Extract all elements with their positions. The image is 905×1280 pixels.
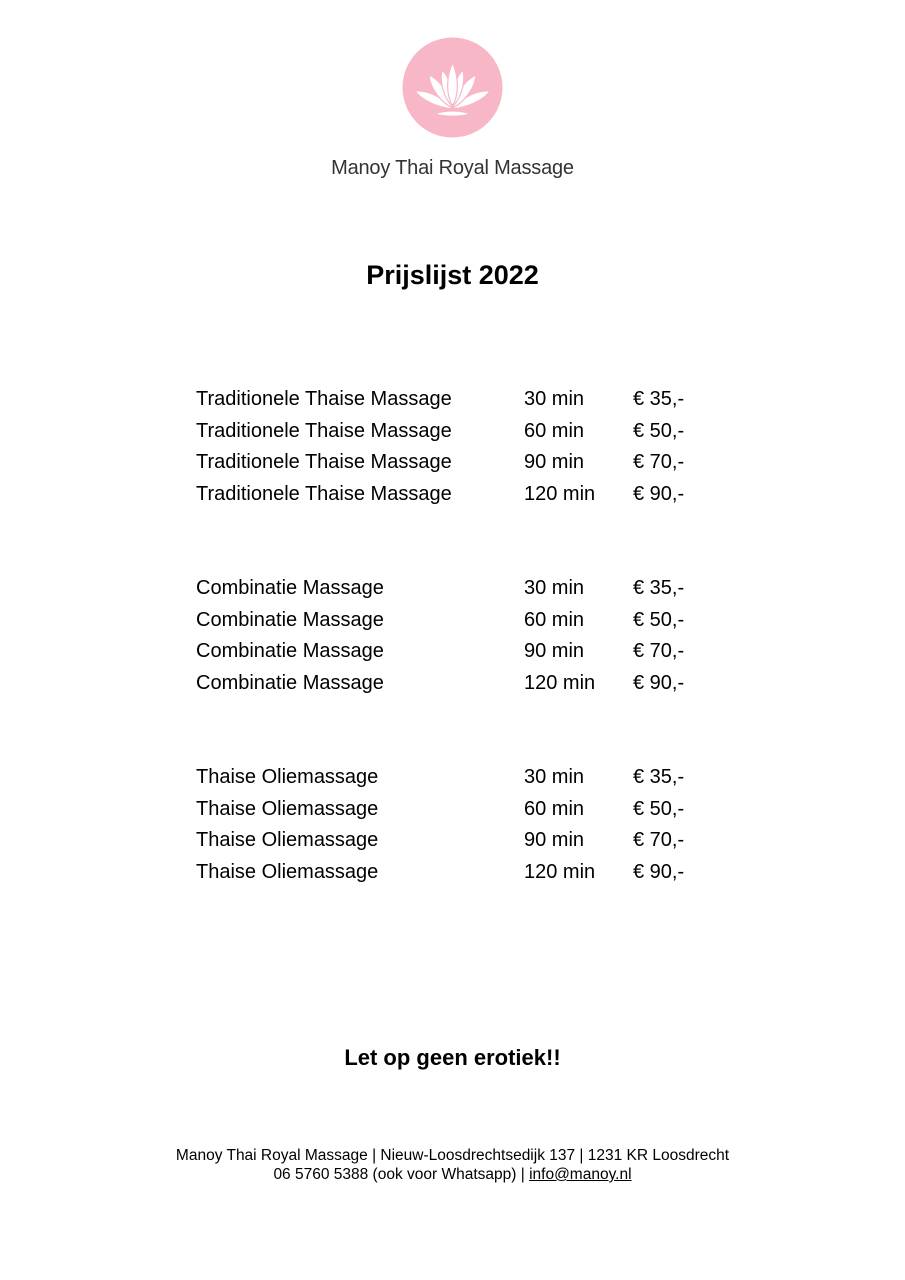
price-row — [196, 605, 716, 637]
service-duration: 120 min — [524, 671, 596, 694]
service-name: Thaise Oliemassage — [196, 860, 379, 883]
service-duration: 90 min — [524, 829, 585, 851]
lotus-flower-icon — [402, 37, 503, 138]
price-section-combination — [196, 573, 716, 699]
price-row — [196, 447, 716, 479]
email-link[interactable]: info@manoy.nl — [529, 1166, 632, 1183]
price-row — [196, 857, 716, 889]
service-duration: 120 min — [524, 482, 596, 505]
price-row — [196, 416, 716, 448]
price-row — [196, 762, 716, 794]
service-price: € 70,- — [633, 640, 685, 662]
page-title: Prijslijst 2022 — [366, 260, 539, 290]
service-duration: 30 min — [524, 577, 585, 599]
brand-name: Manoy Thai Royal Massage — [331, 157, 574, 179]
service-name: Thaise Oliemassage — [196, 797, 379, 820]
service-price: € 90,- — [633, 671, 685, 694]
service-duration: 90 min — [524, 640, 585, 662]
price-row — [196, 794, 716, 826]
service-duration: 60 min — [524, 608, 585, 631]
price-section-oil — [196, 762, 716, 888]
price-row — [196, 384, 716, 416]
footer-contact — [0, 1165, 905, 1184]
price-list — [196, 384, 716, 951]
service-name: Combinatie Massage — [196, 640, 384, 662]
footer-phone: 06 5760 5388 (ook voor Whatsapp) | — [273, 1166, 530, 1183]
service-name: Thaise Oliemassage — [196, 766, 379, 788]
service-price: € 50,- — [633, 797, 685, 820]
lotus-logo — [402, 37, 503, 138]
service-name: Traditionele Thaise Massage — [196, 419, 452, 442]
no-erotic-notice: Let op geen erotiek!! — [344, 1045, 561, 1070]
service-duration: 60 min — [524, 797, 585, 820]
service-duration: 30 min — [524, 766, 585, 788]
service-price: € 50,- — [633, 419, 685, 442]
service-name: Traditionele Thaise Massage — [196, 388, 452, 410]
service-name: Combinatie Massage — [196, 577, 384, 599]
service-price: € 35,- — [633, 766, 685, 788]
service-price: € 50,- — [633, 608, 685, 631]
footer-address: Manoy Thai Royal Massage | Nieuw-Loosdrechtsedijk 137 | 1231 KR Loosdrecht — [175, 1147, 730, 1164]
footer — [0, 1146, 905, 1184]
service-price: € 35,- — [633, 388, 685, 410]
price-row — [196, 636, 716, 668]
price-section-traditional — [196, 384, 716, 510]
service-price: € 90,- — [633, 482, 685, 505]
price-row — [196, 825, 716, 857]
service-name: Thaise Oliemassage — [196, 829, 379, 851]
service-duration: 120 min — [524, 860, 596, 883]
service-name: Combinatie Massage — [196, 608, 384, 631]
service-price: € 35,- — [633, 577, 685, 599]
price-row — [196, 573, 716, 605]
price-row — [196, 668, 716, 700]
service-price: € 70,- — [633, 829, 685, 851]
service-name: Traditionele Thaise Massage — [196, 451, 452, 473]
service-price: € 90,- — [633, 860, 685, 883]
service-duration: 60 min — [524, 419, 585, 442]
service-price: € 70,- — [633, 451, 685, 473]
price-row — [196, 479, 716, 511]
service-duration: 90 min — [524, 451, 585, 473]
service-name: Combinatie Massage — [196, 671, 384, 694]
service-duration: 30 min — [524, 388, 585, 410]
service-name: Traditionele Thaise Massage — [196, 482, 452, 505]
